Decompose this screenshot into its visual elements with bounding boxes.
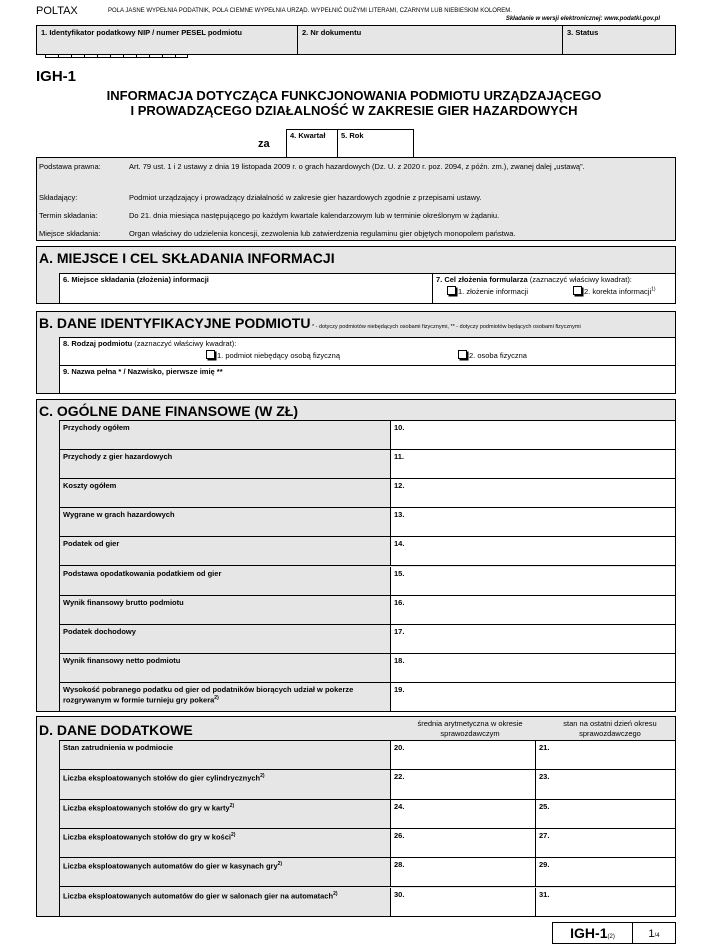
average-value-field[interactable] — [390, 829, 535, 857]
nip-ticks — [45, 45, 188, 63]
year-field[interactable]: 5. Rok — [338, 129, 414, 157]
page-total: /4 — [654, 933, 660, 939]
field-number: 20. — [394, 743, 405, 752]
financial-value-field[interactable] — [390, 654, 675, 682]
financial-value-field[interactable] — [390, 421, 675, 449]
financial-value-field[interactable] — [390, 508, 675, 536]
section-b — [36, 311, 676, 394]
financial-row — [60, 479, 675, 508]
financial-row — [60, 421, 675, 450]
checkbox-correction[interactable] — [573, 286, 582, 295]
field-number: 22. — [394, 772, 405, 782]
header-fields — [36, 25, 676, 55]
financial-value-field[interactable] — [390, 479, 675, 507]
purpose-field: 7. Cel złożenia formularza (zaznaczyć właściwy kwadrat): 1. złożenie informacji 2. korekta informacji$^{1)}$ — [436, 275, 656, 296]
option-correction[interactable]: 2. korekta informacji$^{1)}$ — [573, 286, 656, 296]
end-state-value-field[interactable] — [535, 800, 675, 828]
average-value-field[interactable] — [390, 770, 535, 798]
financial-row-label: Podatek od gier — [63, 539, 120, 549]
section-b-title: B. DANE IDENTYFIKACYJNE PODMIOTU — [39, 315, 311, 331]
status-field: 3. Status — [567, 28, 599, 37]
option-legal-entity[interactable]: 1. podmiot niebędący osobą fizyczną — [206, 350, 340, 360]
field-number: 28. — [394, 860, 405, 870]
additional-row — [60, 858, 675, 887]
average-value-field[interactable] — [390, 888, 535, 916]
field-number: 11. — [394, 452, 405, 462]
section-d-title: D. DANE DODATKOWE — [39, 722, 193, 738]
additional-row-label: Liczba eksploatowanych stołów do gry w karty$^{2)}$ — [63, 802, 235, 813]
quarter-field[interactable]: 4. Kwartał — [286, 129, 338, 157]
entity-type-field: 8. Rodzaj podmiotu (zaznaczyć właściwy kwadrat): 1. podmiot niebędący osobą fizyczną 2. osoba fizyczna — [60, 338, 676, 366]
field-number: 15. — [394, 568, 405, 578]
document-number-field: 2. Nr dokumentu — [298, 26, 563, 54]
legal-basis: Podstawa prawna: Art. 79 ust. 1 i 2 ustawy z dnia 19 listopada 2009 r. o grach hazardowych (Dz. U. z 2020 r. poz. 2094, z późn. zm.), zwanej dalej „ustawą”. Składający: Podmiot urządzający i prowadzący działalność w zakresie gier hazardowych zgodnie z przepisami ustawy. Termin składania: Do 21. dnia miesiąca następującego po każdym kwartale kalendarzowym lub w terminie określonym w żądaniu. Miejsce składania: Organ właściwy do udzielenia koncesji, zezwolenia lub zatwierdzenia regulaminu gier objętych monopolem państwa. — [36, 157, 676, 241]
field-number: 14. — [394, 539, 405, 549]
za-label: za — [258, 138, 270, 150]
end-state-value-field[interactable] — [535, 770, 675, 798]
additional-row-label: Liczba eksploatowanych stołów do gry w kości$^{2)}$ — [63, 831, 236, 842]
average-value-field[interactable] — [390, 741, 535, 769]
field-number: 17. — [394, 626, 405, 636]
field-number: 31. — [539, 889, 550, 899]
financial-row-label: Podstawa opodatkowania podatkiem od gier — [63, 568, 222, 578]
end-state-value-field[interactable] — [535, 858, 675, 886]
column-end-state: stan na ostatni dzień okresu sprawozdawczego — [563, 719, 657, 738]
field-number: 25. — [539, 801, 550, 811]
place-of-filing-field[interactable]: 6. Miejsce składania (złożenia) informacji — [60, 274, 433, 304]
average-value-field[interactable] — [390, 800, 535, 828]
additional-row — [60, 741, 675, 770]
section-d — [36, 716, 676, 917]
field-number: 13. — [394, 510, 405, 520]
financial-value-field[interactable] — [390, 683, 675, 711]
checkbox-natural-person[interactable] — [458, 350, 467, 359]
financial-row-label: Wysokość pobranego podatku od gier od podatników biorących udział w pokerze rozgrywanym w formie turnieju gry pokera$^{2)}$ — [63, 684, 354, 705]
financial-row — [60, 450, 675, 479]
end-state-value-field[interactable] — [535, 741, 675, 769]
field-number: 24. — [394, 801, 405, 811]
additional-row-label: Stan zatrudnienia w podmiocie — [63, 743, 174, 752]
footer-box — [552, 922, 676, 944]
financial-value-field[interactable] — [390, 625, 675, 653]
field-number: 26. — [394, 830, 405, 840]
column-average: średnia arytmetyczna w okresie sprawozdawczym — [417, 719, 523, 738]
financial-table — [59, 420, 675, 711]
financial-row — [60, 508, 675, 537]
form-title: INFORMACJA DOTYCZĄCA FUNKCJONOWANIA PODMIOTU URZĄDZAJĄCEGO I PROWADZĄCEGO DZIAŁALNOŚĆ W ZAKRESIE GIER HAZARDOWYCH — [106, 88, 602, 118]
additional-row — [60, 888, 675, 917]
additional-row — [60, 829, 675, 858]
electronic-info: Składanie w wersji elektronicznej: www.podatki.gov.pl — [505, 16, 660, 22]
financial-row-label: Wynik finansowy netto podmiotu — [63, 655, 181, 665]
field-number: 27. — [539, 830, 550, 840]
field-number: 21. — [539, 743, 550, 752]
name-field[interactable]: 9. Nazwa pełna * / Nazwisko, pierwsze imię ** — [63, 367, 223, 376]
financial-row-label: Koszty ogółem — [63, 481, 117, 491]
financial-row-label: Podatek dochodowy — [63, 626, 136, 636]
additional-row-label: Liczba eksploatowanych stołów do gier cylindrycznych$^{2)}$ — [63, 773, 265, 783]
financial-value-field[interactable] — [390, 567, 675, 595]
page-number: 1 — [648, 928, 655, 940]
additional-table — [59, 740, 675, 916]
section-a-title: A. MIEJSCE I CEL SKŁADANIA INFORMACJI — [39, 250, 335, 266]
section-b-note: * - dotyczy podmiotów niebędących osobami fizycznymi, ** - dotyczy podmiotów będących osobami fizycznymi — [310, 324, 581, 330]
financial-row — [60, 683, 675, 712]
financial-value-field[interactable] — [390, 596, 675, 624]
additional-row — [60, 770, 675, 799]
brand: POLTAX — [36, 5, 78, 17]
financial-value-field[interactable] — [390, 450, 675, 478]
financial-row — [60, 567, 675, 596]
checkbox-submission[interactable] — [447, 286, 456, 295]
field-number: 12. — [394, 481, 405, 491]
financial-row-label: Wynik finansowy brutto podmiotu — [63, 597, 184, 607]
field-number: 30. — [394, 889, 405, 899]
field-number: 29. — [539, 860, 550, 870]
option-natural-person[interactable]: 2. osoba fizyczna — [458, 350, 527, 360]
average-value-field[interactable] — [390, 858, 535, 886]
financial-row-label: Przychody z gier hazardowych — [63, 452, 173, 462]
financial-row-label: Wygrane w grach hazardowych — [63, 510, 175, 520]
end-state-value-field[interactable] — [535, 888, 675, 916]
form-code: IGH-1 — [36, 68, 77, 85]
field-number: 23. — [539, 772, 550, 782]
additional-row — [60, 800, 675, 829]
end-state-value-field[interactable] — [535, 829, 675, 857]
option-submission[interactable]: 1. złożenie informacji — [447, 286, 528, 296]
instructions: POLA JASNE WYPEŁNIA PODATNIK, POLA CIEMNE WYPEŁNIA URZĄD. WYPEŁNIĆ DUŻYMI LITERAMI, CZARNYM LUB NIEBIESKIM KOLOREM. — [108, 8, 512, 14]
financial-row — [60, 596, 675, 625]
footer-code: IGH-1 — [570, 925, 608, 941]
footer-version: (2) — [607, 934, 615, 940]
additional-row-label: Liczba eksploatowanych automatów do gier w kasynach gry$^{2)}$ — [63, 861, 283, 871]
field-number: 10. — [394, 423, 405, 432]
financial-row — [60, 654, 675, 683]
field-number: 16. — [394, 597, 405, 607]
financial-row-label: Przychody ogółem — [63, 423, 130, 432]
checkbox-legal-entity[interactable] — [206, 350, 215, 359]
financial-row — [60, 537, 675, 566]
field-number: 19. — [394, 684, 405, 694]
section-c — [36, 399, 676, 712]
field-number: 18. — [394, 655, 405, 665]
section-c-title: C. OGÓLNE DANE FINANSOWE (W ZŁ) — [39, 403, 298, 419]
financial-row — [60, 625, 675, 654]
nip-field[interactable]: 1. Identyfikator podatkowy NIP / numer PESEL podmiotu — [37, 26, 298, 54]
section-a — [36, 246, 676, 304]
additional-row-label: Liczba eksploatowanych automatów do gier w salonach gier na automatach$^{2)}$ — [63, 890, 338, 900]
financial-value-field[interactable] — [390, 537, 675, 565]
